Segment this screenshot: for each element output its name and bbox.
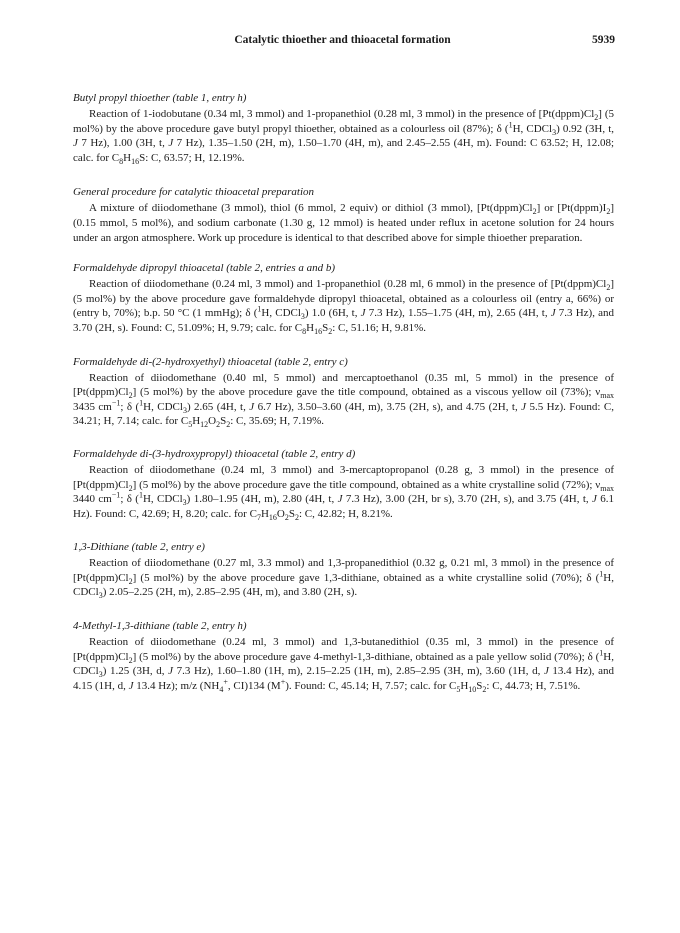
running-title: Catalytic thioether and thioacetal formation — [234, 34, 451, 46]
section-body: Reaction of diiodomethane (0.24 ml, 3 mmol) and 1,3-butanedithiol (0.35 ml, 3 mmol) in the presence of $[Pt(dppm)Cl_2]$ (5 mol%) by the above procedure gave 4-methyl-1,3-dithiane, obtained as a pale yellow solid (70%); δ ($^1$H, CDCl$_3$) 1.25 (3H, d, J 7.3 Hz), 1.60–1.80 (1H, m), 2.15–2.25 (1H, m), 2.85–2.95 (3H, m), 3.60 (1H, d, J 13.4 Hz), and 4.15 (1H, d, J 13.4 Hz); m/z ($NH_4^+$, CI)134 (M+). Found: C, 45.14; H, 7.57; calc. for $C_5H_{10}S_2$: C, 44.73; H, 7.51%. — [73, 636, 615, 695]
section-body: Reaction of diiodomethane (0.24 ml, 3 mmol) and 3-mercaptopropanol (0.28 g, 3 mmol) in the presence of $[Pt(dppm)Cl_2]$ (5 mol%) by the above procedure gave the title compound, obtained as a white crystalline solid (72%); $\nu_{max}$ 3440 $cm^{-1}$; δ ($^1$H, CDCl$_3$) 1.80–1.95 (4H, m), 2.80 (4H, t, J 7.3 Hz), 3.00 (2H, br s), 3.70 (2H, s), and 3.75 (4H, t, J 6.1 Hz). Found: C, 42.69; H, 8.20; calc. for $C_7H_{16}O_2S_2$: C, 42.82; H, 8.21%. — [73, 463, 614, 522]
article-body — [73, 92, 614, 714]
page-number: 5939 — [592, 34, 615, 46]
section-methyl-dithiane — [73, 620, 614, 693]
section-title: Butyl propyl thioether (table 1, entry h) — [73, 92, 247, 104]
section-title: General procedure for catalytic thioacetal preparation — [73, 186, 315, 199]
section-formaldehyde-hydroxypropyl-thioacetal — [73, 448, 614, 521]
section-formaldehyde-dipropyl-thioacetal — [73, 262, 614, 335]
section-general-procedure — [73, 186, 614, 245]
page-header — [70, 34, 615, 52]
section-title: Formaldehyde di-(2-hydroxyethyl) thioacetal (table 2, entry c) — [73, 355, 348, 368]
section-title: 1,3-Dithiane (table 2, entry e) — [73, 541, 205, 554]
section-body: Reaction of diiodomethane (0.24 ml, 3 mmol) and 1-propanethiol (0.28 ml, 6 mmol) in the presence of $[Pt(dppm)Cl_2]$ (5 mol%) by the above procedure gave formaldehyde dipropyl thioacetal, obtained as a colourless oil (entry a, 66%) or (entry b, 70%); b.p. 50 °C (1 mmHg); δ ($^1$H, CDCl$_3$) 1.0 (6H, t, J 7.3 Hz), 1.55–1.75 (4H, m), 2.65 (4H, t, J 7.3 Hz), and 3.70 (2H, s). Found: C, 51.09%; H, 9.79; calc. for $C_8H_{16}S_2$: C, 51.16; H, 9.81%. — [73, 278, 615, 337]
section-butyl-propyl-thioether — [73, 92, 614, 165]
section-body: Reaction of 1-iodobutane (0.34 ml, 3 mmol) and 1-propanethiol (0.28 ml, 3 mmol) in the presence of $[Pt(dppm)Cl_2]$ (5 mol%) by the above procedure gave butyl propyl thioether, obtained as a colourless oil (87%); δ ($^1$H, CDCl$_3$) 0.92 (3H, t, J 7 Hz), 1.00 (3H, t, J 7 Hz), 1.35–1.50 (2H, m), 1.50–1.70 (4H, m), and 2.45–2.55 (4H, m). Found: C 63.52; H, 12.08; calc. for $C_8H_{16}S$: C, 63.57; H, 12.19%. — [73, 108, 615, 166]
section-title: Formaldehyde dipropyl thioacetal (table 2, entries a and b) — [73, 262, 336, 275]
section-dithiane — [73, 541, 614, 600]
section-body: Reaction of diiodomethane (0.27 ml, 3.3 mmol) and 1,3-propanedithiol (0.32 g, 0.21 ml, 3 mmol) in the presence of $[Pt(dppm)Cl_2]$ (5 mol%) by the above procedure gave 1,3-dithiane, obtained as a white crystalline solid (70%); δ ($^1$H, CDCl$_3$) 2.05–2.25 (2H, m), 2.85–2.95 (4H, m), and 3.80 (2H, s). — [73, 557, 614, 601]
section-body: A mixture of diiodomethane (3 mmol), thiol (6 mmol, 2 equiv) or dithiol (3 mmol), $[Pt(dppm)Cl_2]$ or $[Pt(dppm)I_2]$ (0.15 mmol, 5 mol%), and sodium carbonate (1.30 g, 12 mmol) is heated under reflux in acetone solution for 24 hours under an argon atmosphere. Work up procedure is identical to that described above for simple thioether preparation. — [73, 202, 614, 244]
section-formaldehyde-hydroxyethyl-thioacetal — [73, 356, 614, 429]
section-title: Formaldehyde di-(3-hydroxypropyl) thioacetal (table 2, entry d) — [73, 447, 356, 460]
section-body: Reaction of diiodomethane (0.40 ml, 5 mmol) and mercaptoethanol (0.35 ml, 5 mmol) in the presence of $[Pt(dppm)Cl_2]$ (5 mol%) by the above procedure gave the title compound, obtained as a viscous yellow oil (73%); $\nu_{max}$ 3435 $cm^{-1}$; δ ($^1$H, CDCl$_3$) 2.65 (4H, t, J 6.7 Hz), 3.50–3.60 (4H, m), 3.75 (2H, s), and 4.75 (2H, t, J 5.5 Hz). Found: C, 34.21; H, 7.14; calc. for $C_5H_{12}O_2S_2$: C, 35.69; H, 7.19%. — [73, 371, 614, 430]
section-title: 4-Methyl-1,3-dithiane (table 2, entry h) — [73, 620, 247, 633]
